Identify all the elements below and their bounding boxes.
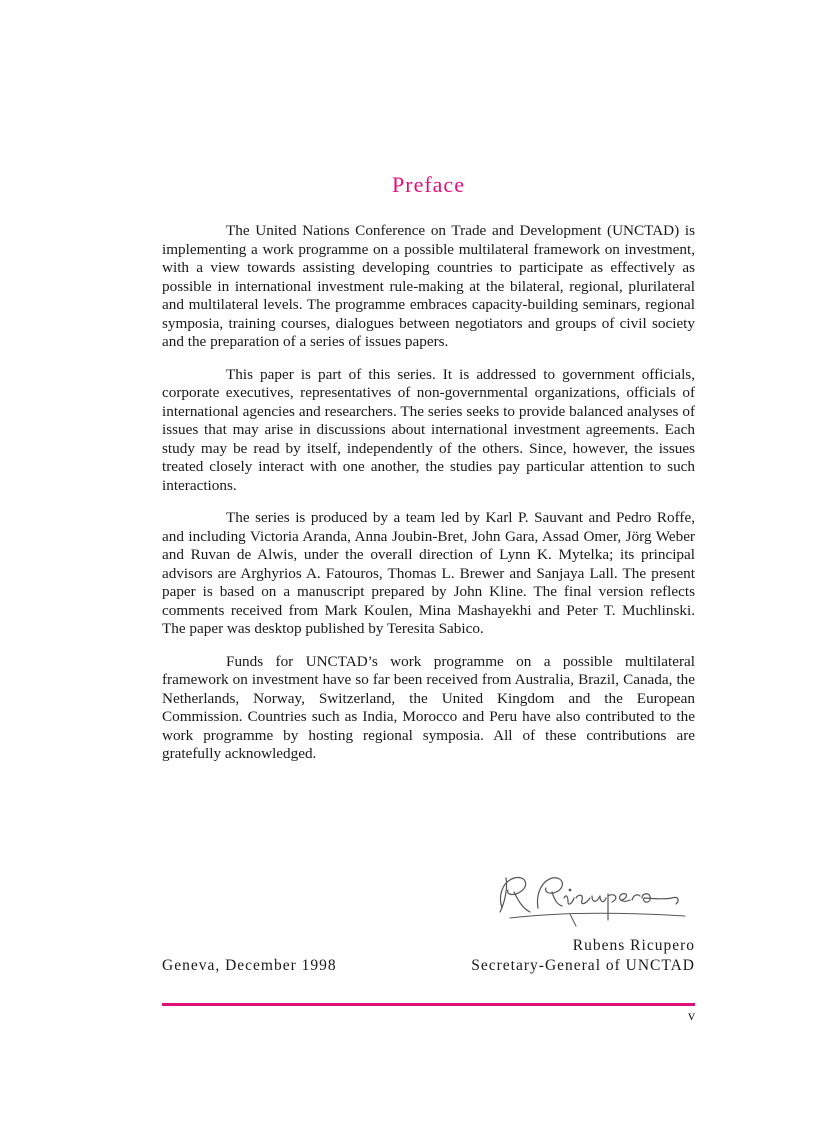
paragraph-4: Funds for UNCTAD’s work programme on a possible multilateral framework on investment have so far been received from Australia, Brazil, Canada, the Netherlands, Norway, Switzerland, the United Kingdom and the European Commission. Countries such as India, Morocco and Peru have also contributed to the work programme by hosting regional symposia. All of these contributions are gratefully acknowledged. xyxy=(162,652,695,762)
preface-body xyxy=(162,222,695,778)
footer-divider xyxy=(162,1003,695,1006)
page-number: v xyxy=(688,1009,695,1024)
page xyxy=(162,0,695,1123)
signature-footer xyxy=(162,957,695,975)
handwritten-signature xyxy=(480,868,695,938)
signatory-title: Secretary-General of UNCTAD xyxy=(471,957,695,974)
paragraph-1: The United Nations Conference on Trade and Development (UNCTAD) is implementing a work programme on a possible multilateral framework on investment, with a view towards assisting developing countries to participate as effectively as possible in international investment rule-making at the bilateral, regional, plurilateral and multilateral levels. The programme embraces capacity-building seminars, regional symposia, training courses, dialogues between negotiators and groups of civil society and the preparation of a series of issues papers. xyxy=(162,222,695,350)
signatory-name: Rubens Ricupero xyxy=(572,937,695,954)
paragraph-2: This paper is part of this series. It is addressed to government officials, corporate executives, representatives of non-governmental organizations, officials of international agencies and researchers. The series seeks to provide balanced analyses of issues that may arise in discussions about international investment agreements. Each study may be read by itself, independently of the others. Since, however, the issues treated closely interact with one another, the studies pay particular attention to such interactions. xyxy=(162,365,695,494)
place-date: Geneva, December 1998 xyxy=(162,957,337,974)
paragraph-3: The series is produced by a team led by Karl P. Sauvant and Pedro Roffe, and including Victoria Aranda, Anna Joubin-Bret, John Gara, Assad Omer, Jörg Weber and Ruvan de Alwis, under the overall direction of Lynn K. Mytelka; its principal advisors are Arghyrios A. Fatouros, Thomas L. Brewer and Sanjaya Lall. The present paper is based on a manuscript prepared by John Kline. The final version reflects comments received from Mark Koulen, Mina Mashayekhi and Peter T. Muchlinski. The paper was desktop published by Teresita Sabico. xyxy=(162,509,695,637)
page-title: Preface xyxy=(392,172,465,197)
